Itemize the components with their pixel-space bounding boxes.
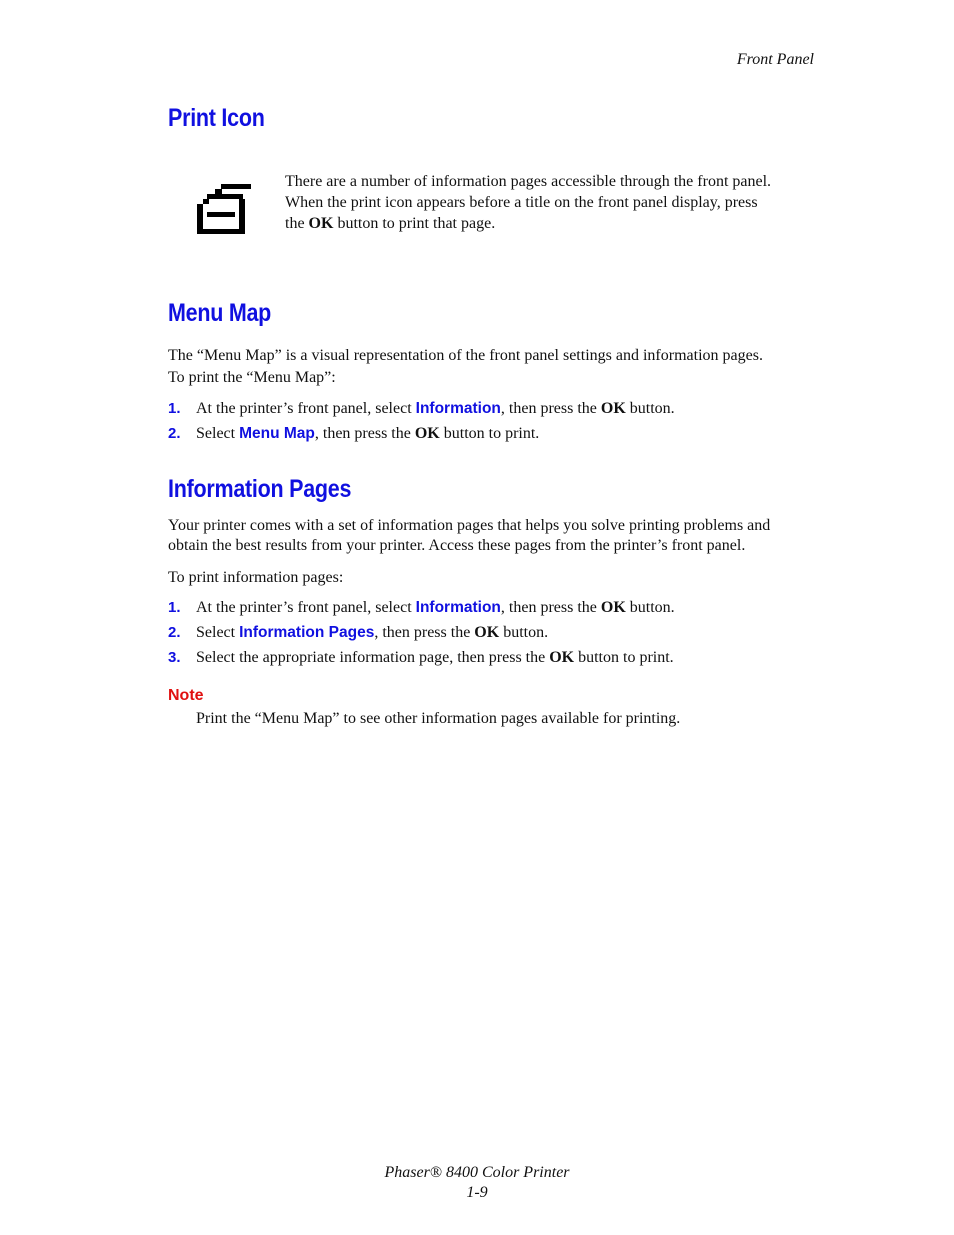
note-label: Note bbox=[168, 687, 204, 704]
text: Select bbox=[196, 425, 240, 442]
text: button to print. bbox=[574, 649, 674, 666]
text: Select bbox=[196, 624, 240, 641]
info-line-1: Your printer comes with a set of information pages that helps you solve printing problems and bbox=[168, 517, 771, 534]
text: , then press the bbox=[374, 624, 475, 641]
step-number: 1. bbox=[168, 599, 181, 616]
menu-map-intro bbox=[168, 345, 828, 389]
step-number: 2. bbox=[168, 624, 181, 641]
step-number: 3. bbox=[168, 649, 181, 666]
menu-map-line-2: To print the “Menu Map”: bbox=[168, 369, 336, 386]
menu-map-step-1 bbox=[196, 398, 826, 419]
info-step-1 bbox=[196, 597, 826, 618]
text: the bbox=[285, 215, 309, 232]
text: button. bbox=[625, 599, 675, 616]
info-print-lead: To print information pages: bbox=[168, 569, 344, 586]
menu-keyword: Information bbox=[415, 400, 501, 417]
information-pages-intro bbox=[168, 516, 828, 556]
heading-print-icon: Print Icon bbox=[168, 104, 265, 132]
text: button. bbox=[625, 400, 675, 417]
heading-information-pages: Information Pages bbox=[168, 475, 352, 503]
text: , then press the bbox=[500, 400, 601, 417]
info-step-2 bbox=[196, 622, 826, 643]
ok-keyword: OK bbox=[600, 400, 626, 417]
text: button to print that page. bbox=[333, 215, 496, 232]
print-icon-line-2: When the print icon appears before a title on the front panel display, press bbox=[285, 194, 758, 211]
menu-keyword: Menu Map bbox=[239, 425, 315, 442]
info-step-3 bbox=[196, 647, 826, 668]
text: At the printer’s front panel, select bbox=[196, 400, 416, 417]
text: button. bbox=[499, 624, 549, 641]
heading-menu-map: Menu Map bbox=[168, 299, 272, 327]
footer-page-number: 1-9 bbox=[466, 1184, 488, 1201]
print-icon-line-1: There are a number of information pages accessible through the front panel. bbox=[285, 173, 772, 190]
note-text: Print the “Menu Map” to see other information pages available for printing. bbox=[196, 710, 681, 727]
running-header: Front Panel bbox=[736, 51, 814, 68]
print-icon-line-3 bbox=[285, 213, 825, 234]
printer-icon bbox=[195, 182, 253, 236]
ok-keyword: OK bbox=[308, 215, 334, 232]
print-icon-description bbox=[285, 171, 825, 234]
text: Select the appropriate information page, then press the bbox=[196, 649, 550, 666]
step-number: 2. bbox=[168, 425, 181, 442]
ok-keyword: OK bbox=[474, 624, 500, 641]
text: button to print. bbox=[439, 425, 540, 442]
text: , then press the bbox=[500, 599, 601, 616]
step-number: 1. bbox=[168, 400, 181, 417]
ok-keyword: OK bbox=[600, 599, 626, 616]
info-line-2: obtain the best results from your printer. Access these pages from the printer’s front panel. bbox=[168, 537, 746, 554]
footer-product: Phaser® 8400 Color Printer bbox=[384, 1164, 570, 1181]
ok-keyword: OK bbox=[414, 425, 440, 442]
menu-keyword: Information Pages bbox=[239, 624, 375, 641]
text: At the printer’s front panel, select bbox=[196, 599, 416, 616]
menu-map-line-1: The “Menu Map” is a visual representation of the front panel settings and information pages. bbox=[168, 347, 763, 364]
footer bbox=[0, 1163, 954, 1203]
menu-map-step-2 bbox=[196, 423, 826, 444]
menu-keyword: Information bbox=[415, 599, 501, 616]
ok-keyword: OK bbox=[549, 649, 575, 666]
text: , then press the bbox=[314, 425, 415, 442]
